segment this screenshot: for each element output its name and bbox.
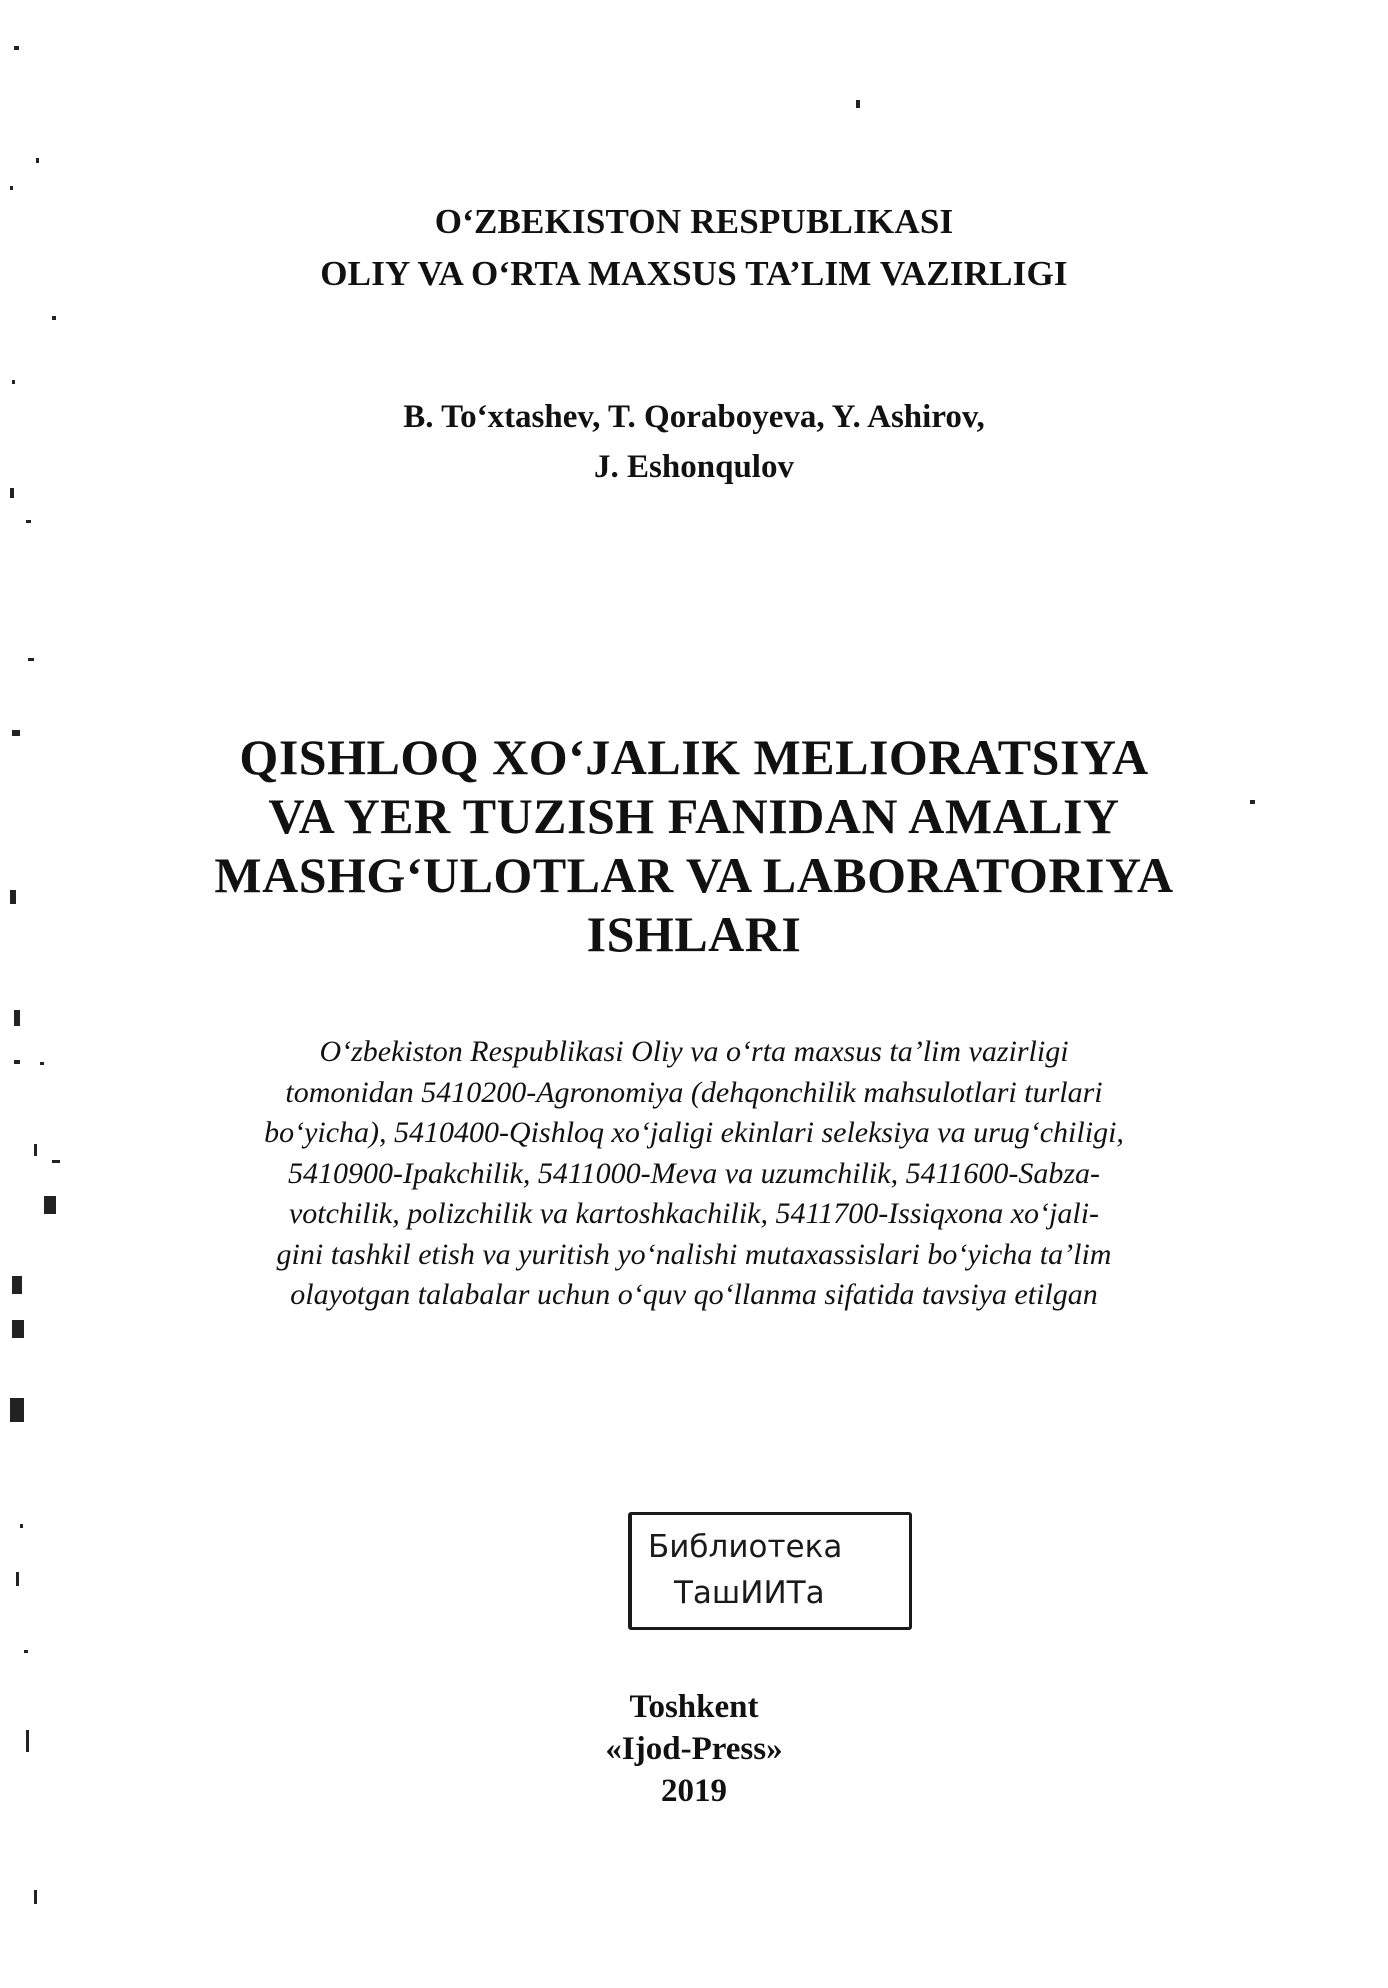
scan-speck: [12, 1276, 22, 1294]
scan-speck: [14, 1060, 20, 1064]
scan-speck: [52, 1160, 60, 1163]
authors-line-2: J. Eshonqulov: [594, 449, 794, 485]
ministry-line-1: O‘ZBEKISTON RESPUBLIKASI: [434, 202, 954, 241]
scan-speck: [36, 158, 39, 163]
title-line-4: ISHLARI: [586, 906, 802, 962]
approval-line-7: olayotgan talabalar uchun o‘quv qo‘llanma sifatida tavsiya etilgan: [290, 1278, 1098, 1311]
stamp-line-2: ТашИИТа: [674, 1575, 825, 1611]
scan-speck: [28, 658, 34, 661]
scan-speck: [34, 1144, 37, 1156]
title-line-3: MASHG‘ULOTLAR VA LABORATORIYA: [214, 847, 1174, 903]
scan-speck: [10, 1398, 24, 1422]
scan-speck: [12, 1320, 24, 1338]
scan-speck: [856, 100, 860, 108]
scan-speck: [12, 380, 15, 384]
publisher-info: [0, 1686, 1388, 1812]
library-stamp: [628, 1512, 912, 1630]
scan-speck: [14, 1010, 20, 1026]
scan-speck: [10, 890, 16, 904]
approval-line-1: O‘zbekiston Respublikasi Oliy va o‘rta maxsus ta’lim vazirligi: [319, 1035, 1069, 1068]
stamp-line-1: Библиотека: [648, 1529, 843, 1565]
publisher-press: «Ijod-Press»: [605, 1731, 783, 1767]
authors-line-1: B. To‘xtashev, T. Qoraboyeva, Y. Ashirov,: [403, 399, 985, 435]
scan-speck: [10, 186, 13, 190]
scan-speck: [10, 488, 14, 498]
ministry-line-2: OLIY VA O‘RTA MAXSUS TA’LIM VAZIRLIGI: [320, 254, 1068, 293]
approval-text: [0, 1032, 1388, 1316]
publisher-year: 2019: [661, 1773, 727, 1809]
scan-speck: [52, 316, 56, 320]
scan-speck: [44, 1196, 56, 1214]
title-line-2: VA YER TUZISH FANIDAN AMALIY: [268, 788, 1120, 844]
scan-speck: [20, 1524, 23, 1528]
authors: [0, 392, 1388, 492]
publisher-city: Toshkent: [629, 1689, 759, 1725]
approval-line-3: bo‘yicha), 5410400-Qishloq xo‘jaligi ekinlari seleksiya va urug‘chiligi,: [264, 1116, 1124, 1149]
approval-line-2: tomonidan 5410200-Agronomiya (dehqonchilik mahsulotlari turlari: [285, 1075, 1103, 1109]
scan-speck: [34, 1890, 37, 1904]
scan-speck: [24, 1650, 28, 1653]
scan-speck: [26, 1730, 29, 1752]
book-title: [0, 728, 1388, 964]
approval-line-4: 5410900-Ipakchilik, 5411000-Meva va uzumchilik, 5411600-Sabza-: [287, 1156, 1101, 1190]
scan-speck: [16, 1572, 19, 1586]
scan-speck: [26, 520, 31, 523]
approval-line-5: votchilik, polizchilik va kartoshkachilik, 5411700-Issiqxona xo‘jali-: [288, 1197, 1100, 1230]
ministry-heading: [0, 196, 1388, 300]
scan-speck: [12, 730, 20, 736]
scan-speck: [14, 46, 19, 50]
title-line-1: QISHLOQ XO‘JALIK MELIORATSIYA: [239, 729, 1149, 785]
scan-speck: [40, 1062, 44, 1065]
approval-line-6: gini tashkil etish va yuritish yo‘nalishi mutaxassislari bo‘yicha ta’lim: [276, 1237, 1112, 1271]
scan-speck: [1250, 800, 1255, 804]
